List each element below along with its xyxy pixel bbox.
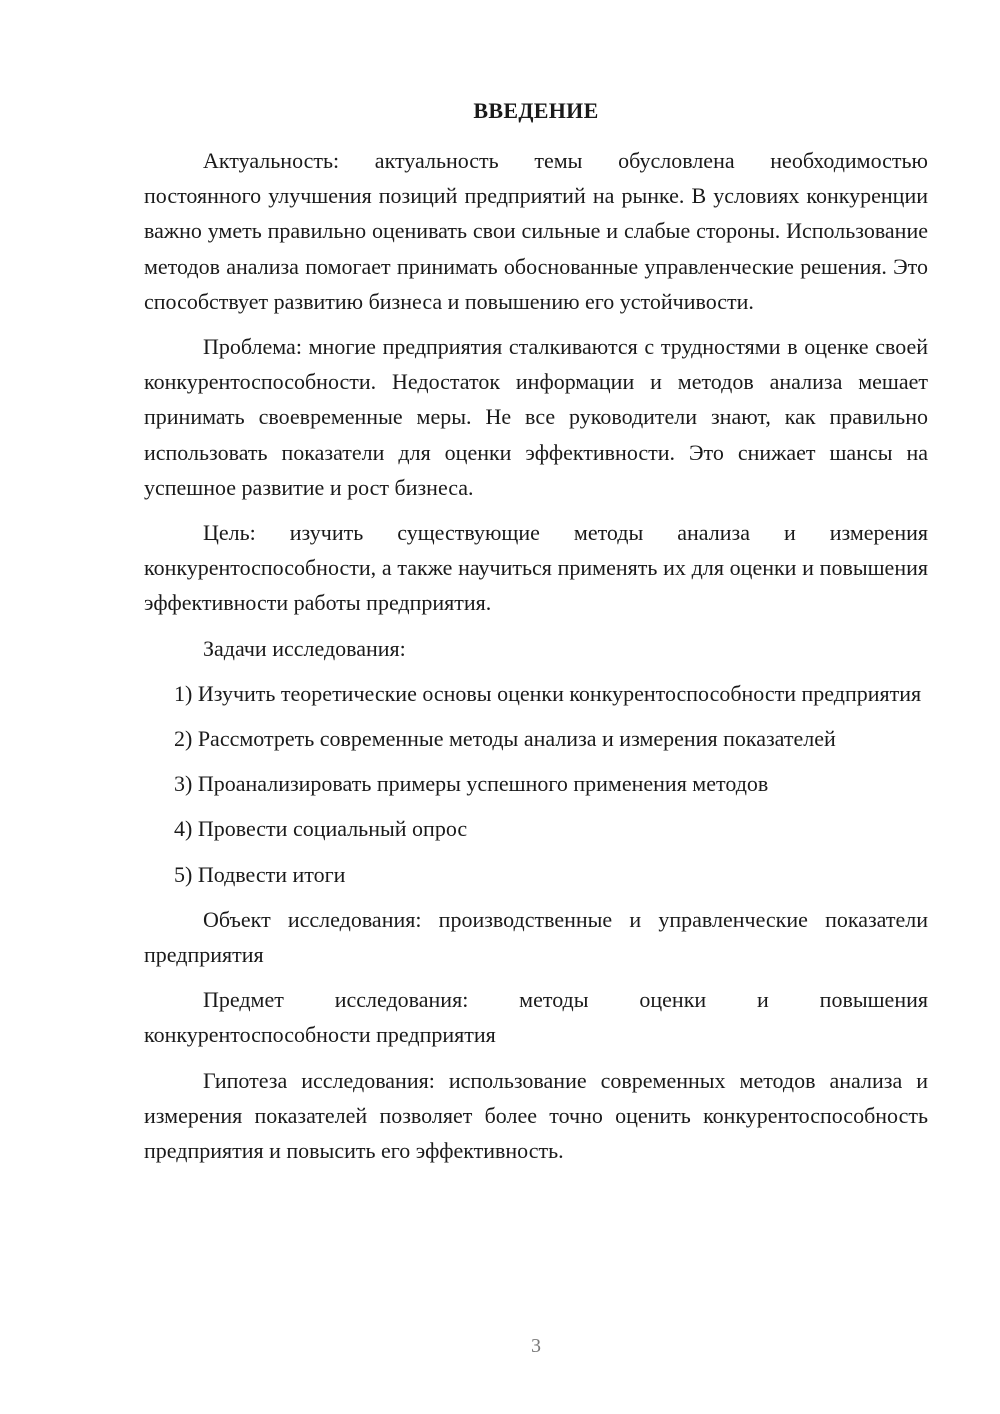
problem-paragraph: Проблема: многие предприятия сталкиваются с трудностями в оценке своей конкурентоспособности. Недостаток информации и методов анализа мешает принимать своевременные меры. Не все руководители знают, как правильно использовать показатели для оценки эффективности. Это снижает шансы на успешное развитие и рост бизнеса.	[144, 334, 928, 500]
task-item-3: 3) Проанализировать примеры успешного применения методов	[174, 771, 769, 797]
hypothesis-paragraph: Гипотеза исследования: использование современных методов анализа и измерения показателей позволяет более точно оценить конкурентоспособность предприятия и повысить его эффективность.	[144, 1067, 928, 1164]
task-item-5: 5) Подвести итоги	[174, 861, 346, 887]
task-item-4: 4) Провести социальный опрос	[174, 816, 468, 842]
subject-paragraph: Предмет исследования: методы оценки и повышения конкурентоспособности предприятия	[144, 987, 928, 1048]
page-number: 3	[531, 1335, 541, 1357]
task-item-2: 2) Рассмотреть современные методы анализа и измерения показателей	[174, 726, 836, 752]
goal-paragraph: Цель: изучить существующие методы анализа и измерения конкурентоспособности, а также научиться применять их для оценки и повышения эффективности работы предприятия.	[144, 520, 928, 616]
object-paragraph: Объект исследования: производственные и управленческие показатели предприятия	[144, 906, 928, 968]
relevance-paragraph: Актуальность: актуальность темы обусловлена необходимостью постоянного улучшения позиций предприятий на рынке. В условиях конкуренции важно уметь правильно оценивать свои сильные и слабые стороны. Использование методов анализа помогает принимать обоснованные управленческие решения. Это способствует развитию бизнеса и повышению его устойчивости.	[144, 148, 928, 314]
tasks-heading: Задачи исследования:	[203, 635, 406, 661]
section-title: ВВЕДЕНИЕ	[473, 98, 599, 123]
document-body	[144, 143, 928, 1178]
task-item-1: 1) Изучить теоретические основы оценки конкурентоспособности предприятия	[174, 680, 922, 706]
